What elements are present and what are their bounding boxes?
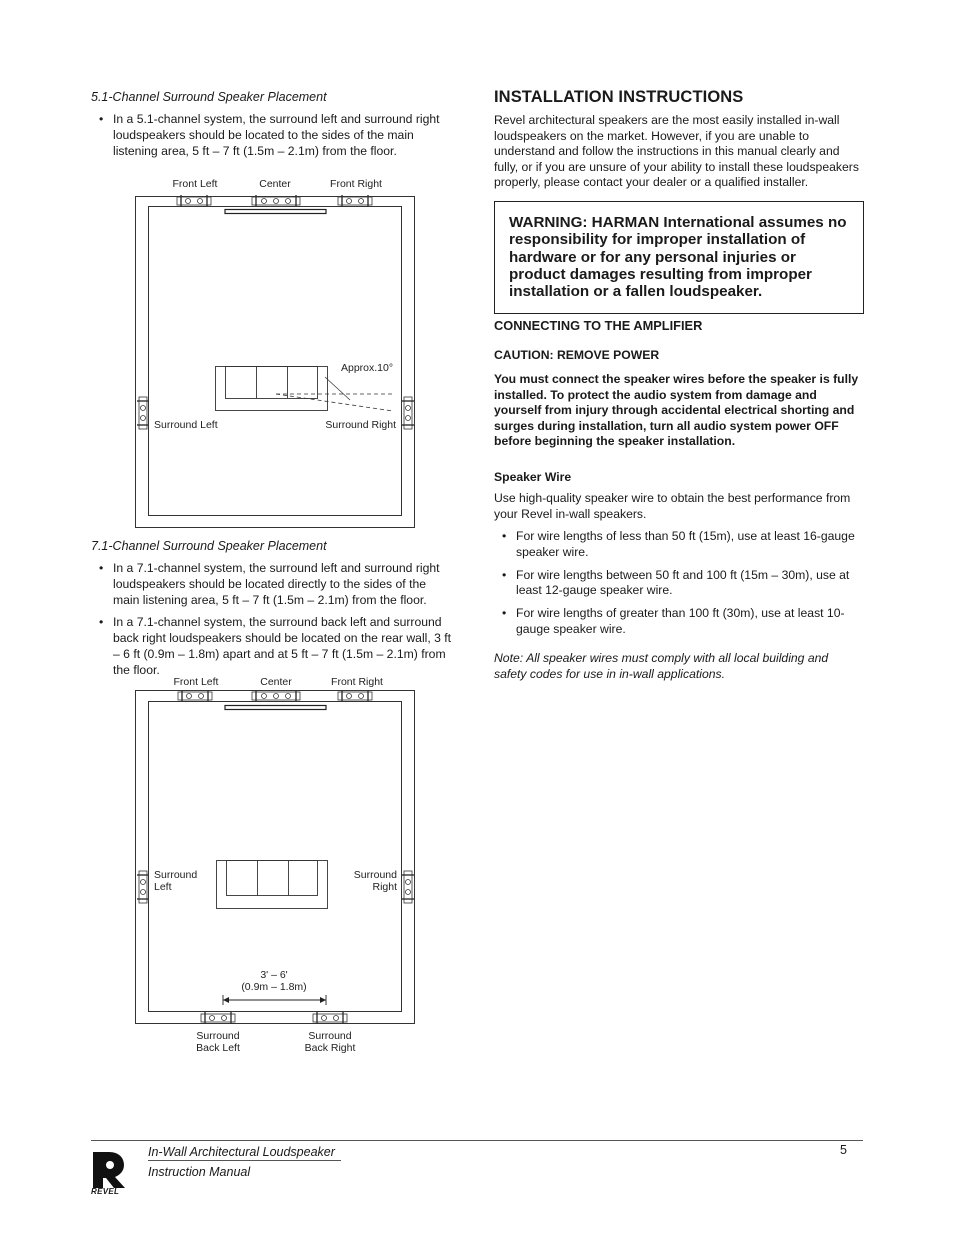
diagram-71-back-left-label-1: Surround xyxy=(196,1030,240,1042)
diagram-51-front-right-label: Front Right xyxy=(330,178,382,190)
diagram-51-angle-label: Approx.10° xyxy=(341,362,394,374)
diagram-71-center-label: Center xyxy=(260,676,292,688)
warning-text: WARNING: HARMAN International assumes no responsibility for improper installation of hardware or for any personal injuries or product damages resulting from improper installation or a fallen loudspeaker. xyxy=(509,214,847,301)
diagram-71-back-right-label-1: Surround xyxy=(308,1030,352,1042)
surround-back-left-speaker-icon xyxy=(201,1012,235,1024)
center-speaker-icon xyxy=(252,690,300,702)
section-51-bullet: • In a 5.1-channel system, the surround left and surround right loudspeakers should be located to the sides of the main listening area, 5 ft – 7 ft (1.5m – 2.1m) from the floor. xyxy=(91,112,451,159)
diagram-51-center-label: Center xyxy=(259,178,291,190)
diagram-71-front-right-label: Front Right xyxy=(331,676,383,688)
section-71-bullets xyxy=(91,561,453,686)
front-right-speaker-icon xyxy=(338,690,372,702)
surround-right-speaker-icon xyxy=(402,397,414,429)
diagram-71-back-right-label-2: Back Right xyxy=(304,1042,356,1054)
diagram-71-front-left-label: Front Left xyxy=(173,676,219,688)
wire-bullet: • For wire lengths of greater than 100 ft (30m), use at least 10-gauge speaker wire. xyxy=(494,606,864,638)
revel-logo-text: REVEL xyxy=(91,1187,120,1196)
diagram-71-spacing-label-1: 3' – 6' xyxy=(260,969,288,981)
front-left-speaker-icon xyxy=(177,195,211,207)
diagram-71-surround-left-label-2: Left xyxy=(154,881,172,893)
diagram-51-surround-left-label: Surround Left xyxy=(154,419,218,431)
diagram-71-spacing-label-2: (0.9m – 1.8m) xyxy=(241,981,307,993)
surround-left-speaker-icon xyxy=(137,871,149,903)
front-right-speaker-icon xyxy=(338,195,372,207)
diagram-71-surround-right-label-2: Right xyxy=(372,881,397,893)
connecting-heading: CONNECTING TO THE AMPLIFIER xyxy=(494,318,703,333)
caution-heading: CAUTION: REMOVE POWER xyxy=(494,348,660,362)
surround-left-speaker-icon xyxy=(137,397,149,429)
speaker-wire-intro: Use high-quality speaker wire to obtain the best performance from your Revel in-wall speakers. xyxy=(494,491,851,521)
diagram-71-surround-left-label-1: Surround xyxy=(154,869,198,881)
wire-bullet: • For wire lengths between 50 ft and 100 ft (15m – 30m), use at least 12-gauge speaker wire. xyxy=(494,568,864,600)
diagram-71-surround xyxy=(128,673,420,1058)
footer-subtitle: Instruction Manual xyxy=(148,1165,251,1179)
page-number: 5 xyxy=(840,1143,847,1157)
wire-bullets xyxy=(494,529,864,645)
wire-note: Note: All speaker wires must comply with all local building and safety codes for use in in-wall applications. xyxy=(494,651,829,681)
installation-heading: INSTALLATION INSTRUCTIONS xyxy=(494,88,744,106)
revel-logo xyxy=(89,1148,129,1200)
wire-bullet: • For wire lengths of less than 50 ft (15m), use at least 16-gauge speaker wire. xyxy=(494,529,864,561)
diagram-51-surround-right-label: Surround Right xyxy=(325,419,396,431)
footer-title-underline xyxy=(148,1160,341,1161)
caution-text: You must connect the speaker wires before the speaker is fully installed. To protect the audio system from damage and yourself from injury through accidental electrical shorting and surges during installation, turn all audio system power OFF before beginning the speaker installation. xyxy=(494,372,859,449)
footer-title: In-Wall Architectural Loudspeaker xyxy=(148,1145,335,1159)
diagram-51-front-left-label: Front Left xyxy=(172,178,218,190)
section-51-bullets xyxy=(91,112,451,166)
surround-back-right-speaker-icon xyxy=(313,1012,347,1024)
section-71-bullet: • In a 7.1-channel system, the surround left and surround right loudspeakers should be located directly to the sides of the main listening area, 5 ft – 7 ft (1.5m – 2.1m) from the floor. xyxy=(91,561,453,608)
section-71-bullet: • In a 7.1-channel system, the surround back left and surround back right loudspeakers should be located on the rear wall, 3 ft – 6 ft (0.9m – 1.8m) apart and at 5 ft – 7 ft (1.5m – 2.1m) from the floor. xyxy=(91,615,453,678)
diagram-71-surround-right-label-1: Surround xyxy=(353,869,397,881)
couch-icon xyxy=(217,861,328,909)
front-left-speaker-icon xyxy=(178,690,212,702)
installation-intro: Revel architectural speakers are the most easily installed in-wall loudspeakers on the market. However, if you are unable to understand and follow the instructions in this manual clearly and fully, or if you are unsure of your ability to install these loudspeakers properly, please contact your dealer or a qualified installer. xyxy=(494,113,859,190)
speaker-wire-heading: Speaker Wire xyxy=(494,470,572,484)
surround-right-speaker-icon xyxy=(402,871,414,903)
diagram-71-back-left-label-2: Back Left xyxy=(196,1042,240,1054)
center-speaker-icon xyxy=(252,195,300,207)
section-51-title: 5.1-Channel Surround Speaker Placement xyxy=(91,90,327,104)
couch-icon xyxy=(216,367,328,411)
warning-box xyxy=(494,201,864,314)
footer-divider xyxy=(91,1140,863,1141)
diagram-51-surround xyxy=(128,174,420,532)
section-71-title: 7.1-Channel Surround Speaker Placement xyxy=(91,539,327,553)
